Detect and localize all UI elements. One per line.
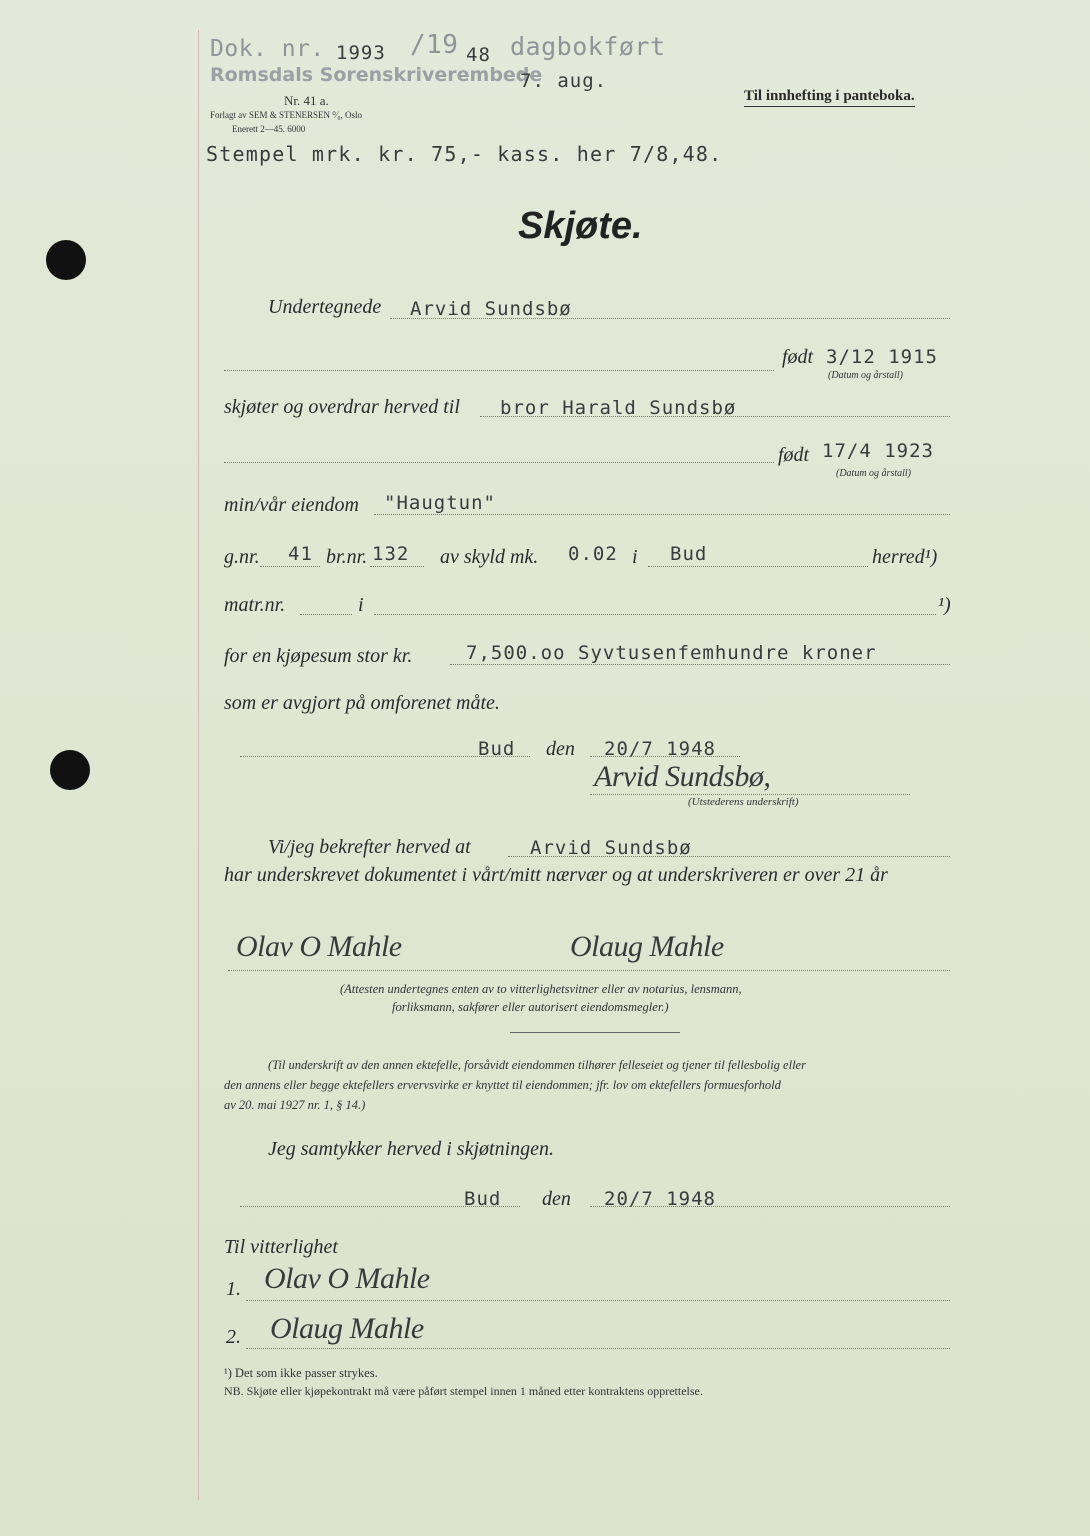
witness-signer: Arvid Sundsbø <box>530 837 692 859</box>
vitterlighet-signature-2: Olaug Mahle <box>270 1312 424 1345</box>
matr-dotline-1 <box>300 614 352 615</box>
stamp-doc-label: Dok. nr. <box>210 36 325 62</box>
bnr-value: 132 <box>372 543 410 565</box>
signing-date: 20/7 1948 <box>604 738 716 760</box>
buyer-born-label: født <box>778 444 810 466</box>
matr-label: matr.nr. <box>224 594 286 616</box>
vitterlighet-number-1: 1. <box>226 1278 241 1300</box>
gnr-value: 41 <box>288 543 313 565</box>
buyer-born-date: 17/4 1923 <box>822 440 934 462</box>
consent-place: Bud <box>464 1188 502 1210</box>
stamp-date: 7. aug. <box>520 70 608 92</box>
signing-date-dotline <box>590 756 740 757</box>
footnote-1: ¹) Det som ikke passer strykes. <box>224 1366 378 1380</box>
price-words: Syvtusenfemhundre kroner <box>578 642 877 664</box>
matr-i: i <box>358 594 364 616</box>
punch-hole-bottom <box>50 750 90 790</box>
witness-divider <box>510 1032 680 1033</box>
witness-line2: har underskrevet dokumentet i vårt/mitt nærvær og at underskriveren er over 21 år <box>224 864 888 886</box>
witness-note-2: forliksmann, sakfører eller autorisert eiendomsmegler.) <box>392 1000 669 1014</box>
vitterlighet-signature-1: Olav O Mahle <box>264 1262 430 1295</box>
skyld-value: 0.02 <box>568 543 618 565</box>
property-name: "Haugtun" <box>384 492 496 514</box>
stamp-year-suffix: 48 <box>466 44 491 66</box>
issuer-signature: Arvid Sundsbø, <box>594 760 771 793</box>
signing-den: den <box>546 738 575 760</box>
consent-text: Jeg samtykker herved i skjøtningen. <box>268 1138 555 1160</box>
seller-date-hint: (Datum og årstall) <box>828 370 903 381</box>
seller-dotline <box>390 318 950 319</box>
buyer-date-hint: (Datum og årstall) <box>836 468 911 479</box>
punch-hole-top <box>46 240 86 280</box>
buyer-dotline <box>480 416 950 417</box>
seller-name: Arvid Sundsbø <box>410 298 572 320</box>
form-publisher: Forlagt av SEM & STENERSEN ⁰⁄₀, Oslo <box>210 110 363 120</box>
price-settled: som er avgjort på omforenet måte. <box>224 692 500 714</box>
gnr-label: g.nr. <box>224 546 260 568</box>
vitterlighet-dotline-2 <box>246 1348 950 1349</box>
property-dotline <box>374 514 950 515</box>
issuer-signature-hint: (Utstederens underskrift) <box>688 796 799 808</box>
spouse-note-2: den annens eller begge ektefellers ervervsvirke er knyttet til eiendommen; jfr. lov om ektefellers formuesforhold <box>224 1078 781 1092</box>
witness-dotline <box>508 856 950 857</box>
witness-signature-dotline <box>228 970 950 971</box>
vitterlighet-label: Til vitterlighet <box>224 1236 338 1258</box>
buyer-born-dotline <box>224 462 774 463</box>
seller-born-dotline <box>224 370 774 371</box>
herred-dotline <box>648 566 868 567</box>
witness-signature-2: Olaug Mahle <box>570 930 724 963</box>
vitterlighet-number-2: 2. <box>226 1326 241 1348</box>
margin-rule <box>198 30 199 1500</box>
spouse-note-3: av 20. mai 1927 nr. 1, § 14.) <box>224 1098 366 1112</box>
bnr-label: br.nr. <box>326 546 368 568</box>
witness-signature-1: Olav O Mahle <box>236 930 402 963</box>
stamp-year-prefix: /19 <box>410 30 459 60</box>
page-title: Skjøte. <box>518 205 643 247</box>
matr-dotline-2 <box>374 614 936 615</box>
consent-date: 20/7 1948 <box>604 1188 716 1210</box>
matr-end: ¹) <box>938 594 951 616</box>
property-label: min/vår eiendom <box>224 494 359 516</box>
stamp-dagbokfort: dagbokført <box>510 32 666 61</box>
stamp-doc-number: 1993 <box>336 42 386 64</box>
witness-label: Vi/jeg bekrefter herved at <box>268 836 471 858</box>
bnr-dotline <box>370 566 424 567</box>
consent-den: den <box>542 1188 571 1210</box>
seller-born-label: født <box>782 346 814 368</box>
spouse-note-1: (Til underskrift av den annen ektefelle, forsåvidt eiendommen tilhører felleseiet og tjener til fellesbolig eller <box>268 1058 806 1072</box>
price-amount: 7,500.oo <box>466 642 566 664</box>
seller-label: Undertegnede <box>268 296 382 318</box>
form-print-info: Enerett 2—45. 6000 <box>232 124 306 134</box>
issuer-signature-dotline <box>590 794 910 795</box>
skyld-i: i <box>632 546 638 568</box>
stamp-office: Romsdals Sorenskriverembede <box>210 64 543 86</box>
stempel-line: Stempel mrk. kr. 75,- kass. her 7/8,48. <box>206 142 723 166</box>
footnote-2: NB. Skjøte eller kjøpekontrakt må være påført stempel innen 1 måned etter kontraktens opprettelse. <box>224 1384 703 1398</box>
witness-note-1: (Attesten undertegnes enten av to vitterlighetsvitner eller av notarius, lensmann, <box>340 982 742 996</box>
buyer-name: bror Harald Sundsbø <box>500 397 737 419</box>
seller-born-date: 3/12 1915 <box>826 346 938 368</box>
price-dotline <box>450 664 950 665</box>
consent-date-dotline <box>590 1206 950 1207</box>
form-number: Nr. 41 a. <box>284 93 329 108</box>
herred-name: Bud <box>670 543 708 565</box>
herred-label: herred¹) <box>872 546 938 568</box>
header-right: Til innhefting i panteboka. <box>744 88 915 107</box>
vitterlighet-dotline-1 <box>246 1300 950 1301</box>
price-label: for en kjøpesum stor kr. <box>224 645 413 667</box>
buyer-label: skjøter og overdrar herved til <box>224 396 460 418</box>
gnr-dotline <box>260 566 320 567</box>
skyld-label: av skyld mk. <box>440 546 539 568</box>
signing-place: Bud <box>478 738 516 760</box>
